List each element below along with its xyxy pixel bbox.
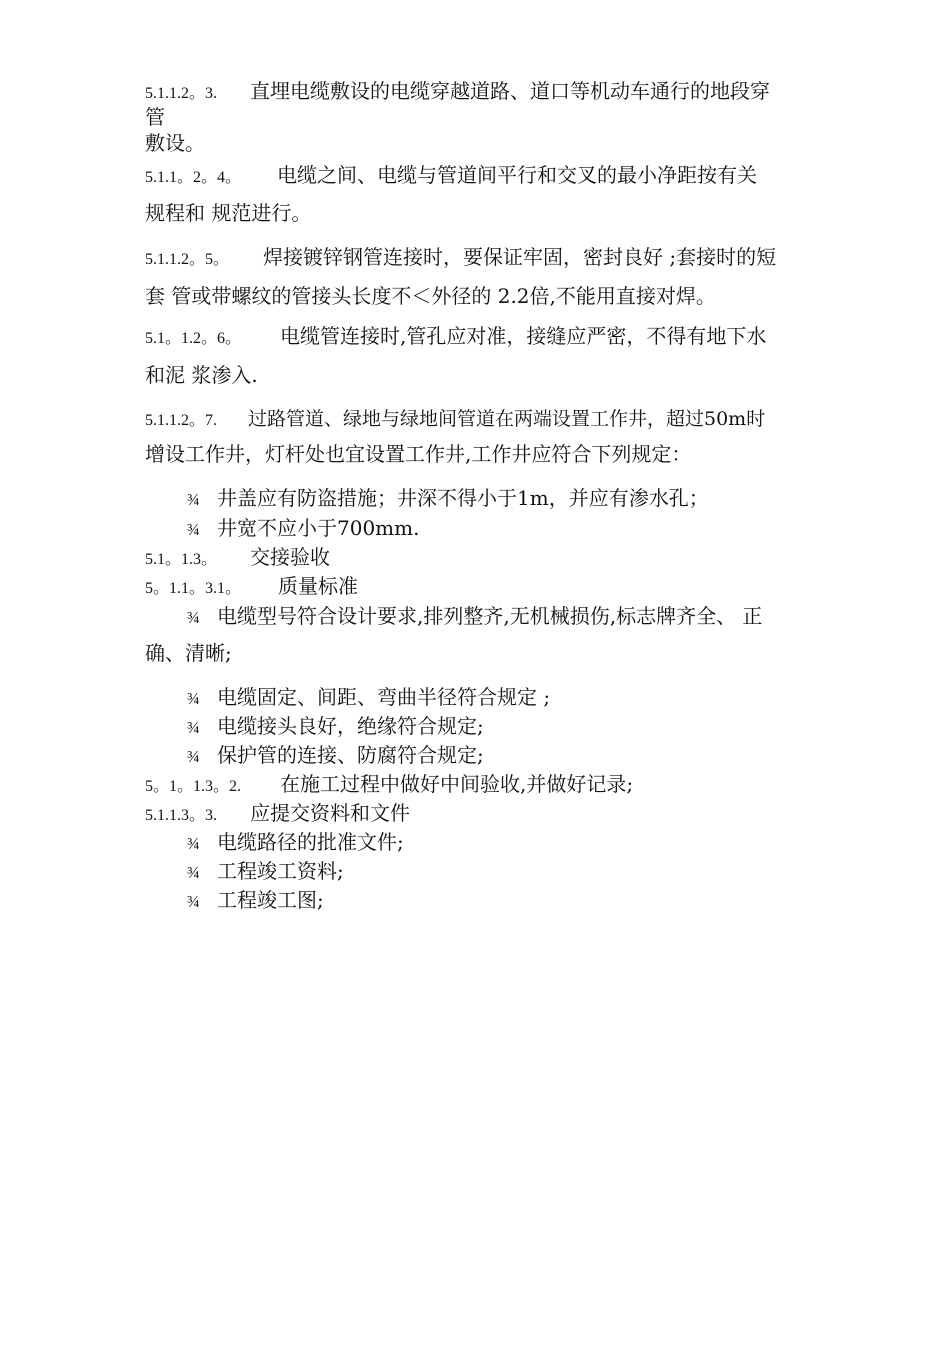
bullet-icon: ¾ <box>187 747 200 766</box>
bullet-icon: ¾ <box>187 520 200 539</box>
list-item: ¾ 保护管的连接、防腐符合规定; <box>187 742 484 770</box>
clause-continuation: 规程和 规范进行。 <box>145 201 312 225</box>
bullet-icon: ¾ <box>187 608 200 627</box>
section-heading <box>145 800 410 829</box>
list-item: ¾ 电缆型号符合设计要求,排列整齐,无机械损伤,标志牌齐全、 正 <box>187 603 762 631</box>
section-title: 应提交资料和文件 <box>250 801 410 825</box>
bullet-icon: ¾ <box>187 892 200 911</box>
clause-number: 5.1.1.2。5。 <box>145 251 230 268</box>
list-item: ¾ 井盖应有防盗措施；井深不得小于1m，并应有渗水孔； <box>187 485 709 513</box>
section-number: 5.1.1.3。3. <box>145 807 218 824</box>
bullet-icon: ¾ <box>187 834 200 853</box>
list-item: ¾ 井宽不应小于700mm. <box>187 515 419 543</box>
section-number: 5。1.1。3.1。 <box>145 580 242 597</box>
list-item: ¾ 电缆路径的批准文件; <box>187 829 404 857</box>
clause-line <box>145 405 765 434</box>
section-heading <box>145 573 358 602</box>
bullet-icon: ¾ <box>187 490 200 509</box>
clause-number: 5.1.1.2。7. <box>145 412 218 429</box>
clause-continuation: 敷设。 <box>145 131 205 155</box>
bullet-icon: ¾ <box>187 689 200 708</box>
clause-line <box>145 78 770 107</box>
clause-continuation: 套 管或带螺纹的管接头长度不＜外径的 2.2倍,不能用直接对焊。 <box>145 284 716 308</box>
clause-text: 电缆管连接时,管孔应对准，接缝应严密，不得有地下水 <box>280 324 767 348</box>
clause-line <box>145 162 757 191</box>
clause-text: 在施工过程中做好中间验收,并做好记录; <box>280 772 634 796</box>
list-item: ¾ 工程竣工资料; <box>187 858 344 886</box>
section-number: 5.1。1.3。 <box>145 551 218 568</box>
clause-text: 电缆之间、电缆与管道间平行和交叉的最小净距按有关 <box>277 163 757 187</box>
list-item-continuation: 确、清晰; <box>145 641 232 665</box>
clause-text: 焊接镀锌钢管连接时，要保证牢固，密封良好 ;套接时的短 <box>263 245 777 269</box>
clause-line <box>145 771 633 800</box>
list-item: ¾ 电缆固定、间距、弯曲半径符合规定 ; <box>187 684 550 712</box>
bullet-icon: ¾ <box>187 863 200 882</box>
clause-text: 过路管道、绿地与绿地间管道在两端设置工作井，超过50m时 <box>248 408 766 430</box>
bullet-icon: ¾ <box>187 718 200 737</box>
clause-continuation: 增设工作井，灯杆处也宜设置工作井,工作井应符合下列规定： <box>145 442 692 466</box>
section-title: 交接验收 <box>250 545 330 569</box>
section-title: 质量标准 <box>278 574 358 598</box>
clause-line <box>145 244 776 273</box>
clause-number: 5.1.1。2。4。 <box>145 169 242 186</box>
section-heading <box>145 544 330 573</box>
clause-line <box>145 323 766 352</box>
clause-text: 直埋电缆敷设的电缆穿越道路、道口等机动车通行的地段穿 <box>250 79 770 103</box>
clause-number: 5.1。1.2。6。 <box>145 330 242 347</box>
clause-number: 5。1。1.3。2. <box>145 778 242 795</box>
list-item: ¾ 电缆接头良好，绝缘符合规定; <box>187 713 484 741</box>
clause-continuation: 管 <box>145 105 165 129</box>
list-item: ¾ 工程竣工图; <box>187 887 324 915</box>
clause-continuation: 和泥 浆渗入. <box>145 363 258 387</box>
clause-number: 5.1.1.2。3. <box>145 85 218 102</box>
